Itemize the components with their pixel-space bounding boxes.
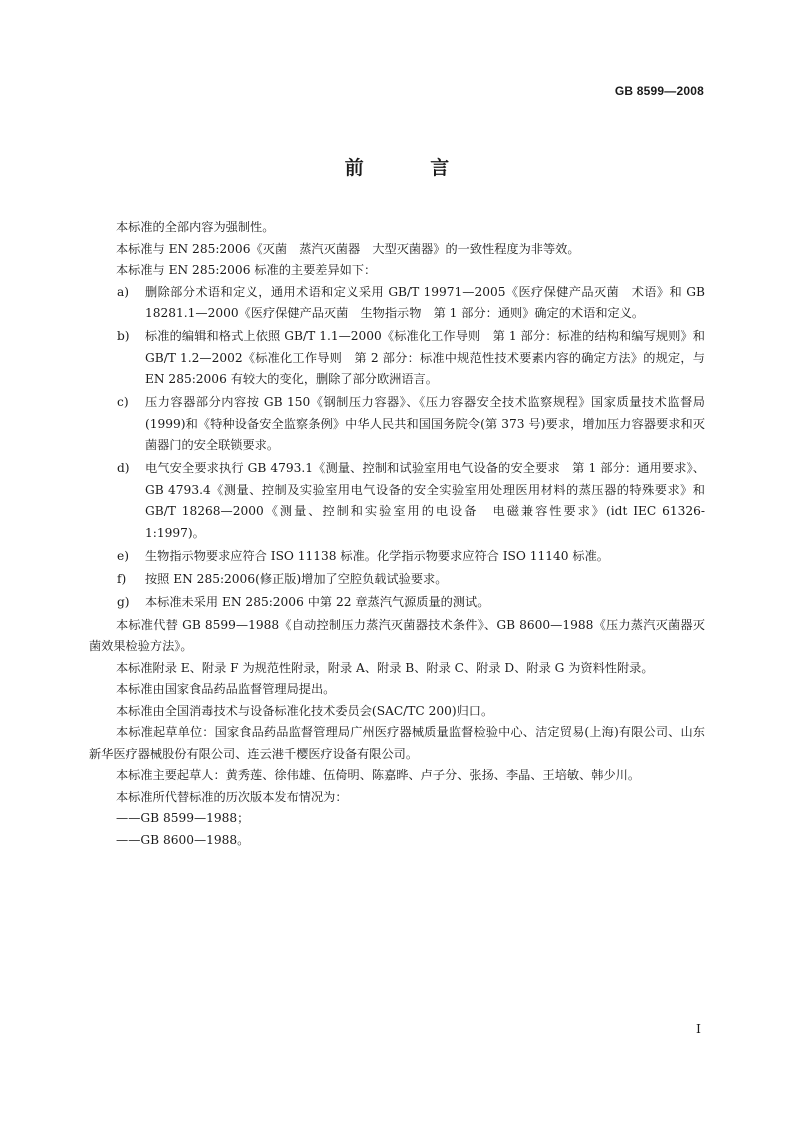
body-paragraph: 本标准主要起草人：黄秀莲、徐伟雄、伍倚明、陈嘉晔、卢子分、张扬、李晶、王培敏、韩少川。 — [116, 768, 641, 782]
item-text: 本标准未采用 EN 285:2006 中第 22 章蒸汽气源质量的测试。 — [145, 594, 490, 609]
foreword-body — [89, 217, 705, 851]
page-number: I — [696, 1021, 701, 1036]
item-text: 删除部分术语和定义，通用术语和定义采用 GB/T 19971—2005《医疗保健产品灭菌 术语》和 GB 18281.1—2000《医疗保健产品灭菌 生物指示物 第 1 部分：通则》确定的术语和定义。 — [145, 284, 705, 320]
item-label: b) — [117, 329, 130, 343]
difference-item — [89, 569, 705, 591]
item-label: g) — [117, 594, 130, 609]
difference-item — [89, 392, 705, 457]
item-label: f) — [117, 571, 127, 586]
intro-paragraph: 本标准与 EN 285:2006《灭菌 蒸汽灭菌器 大型灭菌器》的一致性程度为非等效。 — [116, 241, 580, 256]
history-item: ——GB 8600—1988。 — [116, 832, 250, 847]
item-label: d) — [117, 461, 130, 475]
item-text: 标准的编辑和格式上依照 GB/T 1.1—2000《标准化工作导则 第 1 部分：标准的结构和编写规则》和 GB/T 1.2—2002《标准化工作导则 第 2 部分：标准中规范性技术要素内容的确定方法》的规定，与 EN 285:2006 有较大的变化，删除了部分欧洲语言。 — [145, 329, 705, 386]
item-text: 电气安全要求执行 GB 4793.1《测量、控制和试验室用电气设备的安全要求 第 1 部分：通用要求》、GB 4793.4《测量、控制及实验室用电气设备的安全实验室用处理医用材料的蒸压器的特殊要求》和 GB/T 18268—2000《测量、控制和实验室用的电设备 电磁兼容性要求》(idt IEC 61326-1:1997)。 — [145, 461, 705, 540]
standard-number: GB 8599—2008 — [614, 84, 704, 98]
body-paragraph: 本标准代替 GB 8599—1988《自动控制压力蒸汽灭菌器技术条件》、GB 8600—1988《压力蒸汽灭菌器灭菌效果检验方法》。 — [89, 617, 705, 653]
body-paragraph: 本标准由全国消毒技术与设备标准化技术委员会(SAC/TC 200)归口。 — [116, 703, 494, 718]
difference-item — [89, 282, 705, 325]
item-label: c) — [117, 395, 129, 409]
body-paragraph: 本标准起草单位：国家食品药品监督管理局广州医疗器械质量监督检验中心、洁定贸易(上海)有限公司、山东新华医疗器械股份有限公司、连云港千樱医疗设备有限公司。 — [89, 725, 705, 761]
difference-item — [89, 326, 705, 391]
item-label: e) — [117, 548, 129, 563]
body-paragraph: 本标准附录 E、附录 F 为规范性附录，附录 A、附录 B、附录 C、附录 D、附录 G 为资料性附录。 — [116, 660, 654, 675]
intro-paragraph: 本标准与 EN 285:2006 标准的主要差异如下： — [116, 263, 377, 277]
page-title: 前 言 — [344, 157, 480, 179]
item-label: a) — [117, 284, 130, 299]
history-item: ——GB 8599—1988； — [116, 811, 250, 825]
body-paragraph: 本标准由国家食品药品监督管理局提出。 — [116, 682, 336, 696]
body-paragraph: 本标准所代替标准的历次版本发布情况为： — [116, 789, 348, 804]
difference-item — [89, 546, 705, 568]
item-text: 压力容器部分内容按 GB 150《钢制压力容器》、《压力容器安全技术监察规程》国家质量技术监督局(1999)和《特种设备安全监察条例》中华人民共和国国务院令(第 373 号)要求，增加压力容器要求和灭菌器门的安全联锁要求。 — [145, 395, 705, 452]
intro-paragraph: 本标准的全部内容为强制性。 — [116, 220, 275, 234]
difference-item — [89, 592, 705, 614]
item-text: 生物指示物要求应符合 ISO 11138 标准。化学指示物要求应符合 ISO 11140 标准。 — [145, 548, 609, 563]
item-text: 按照 EN 285:2006(修正版)增加了空腔负载试验要求。 — [145, 571, 448, 586]
difference-item — [89, 458, 705, 544]
